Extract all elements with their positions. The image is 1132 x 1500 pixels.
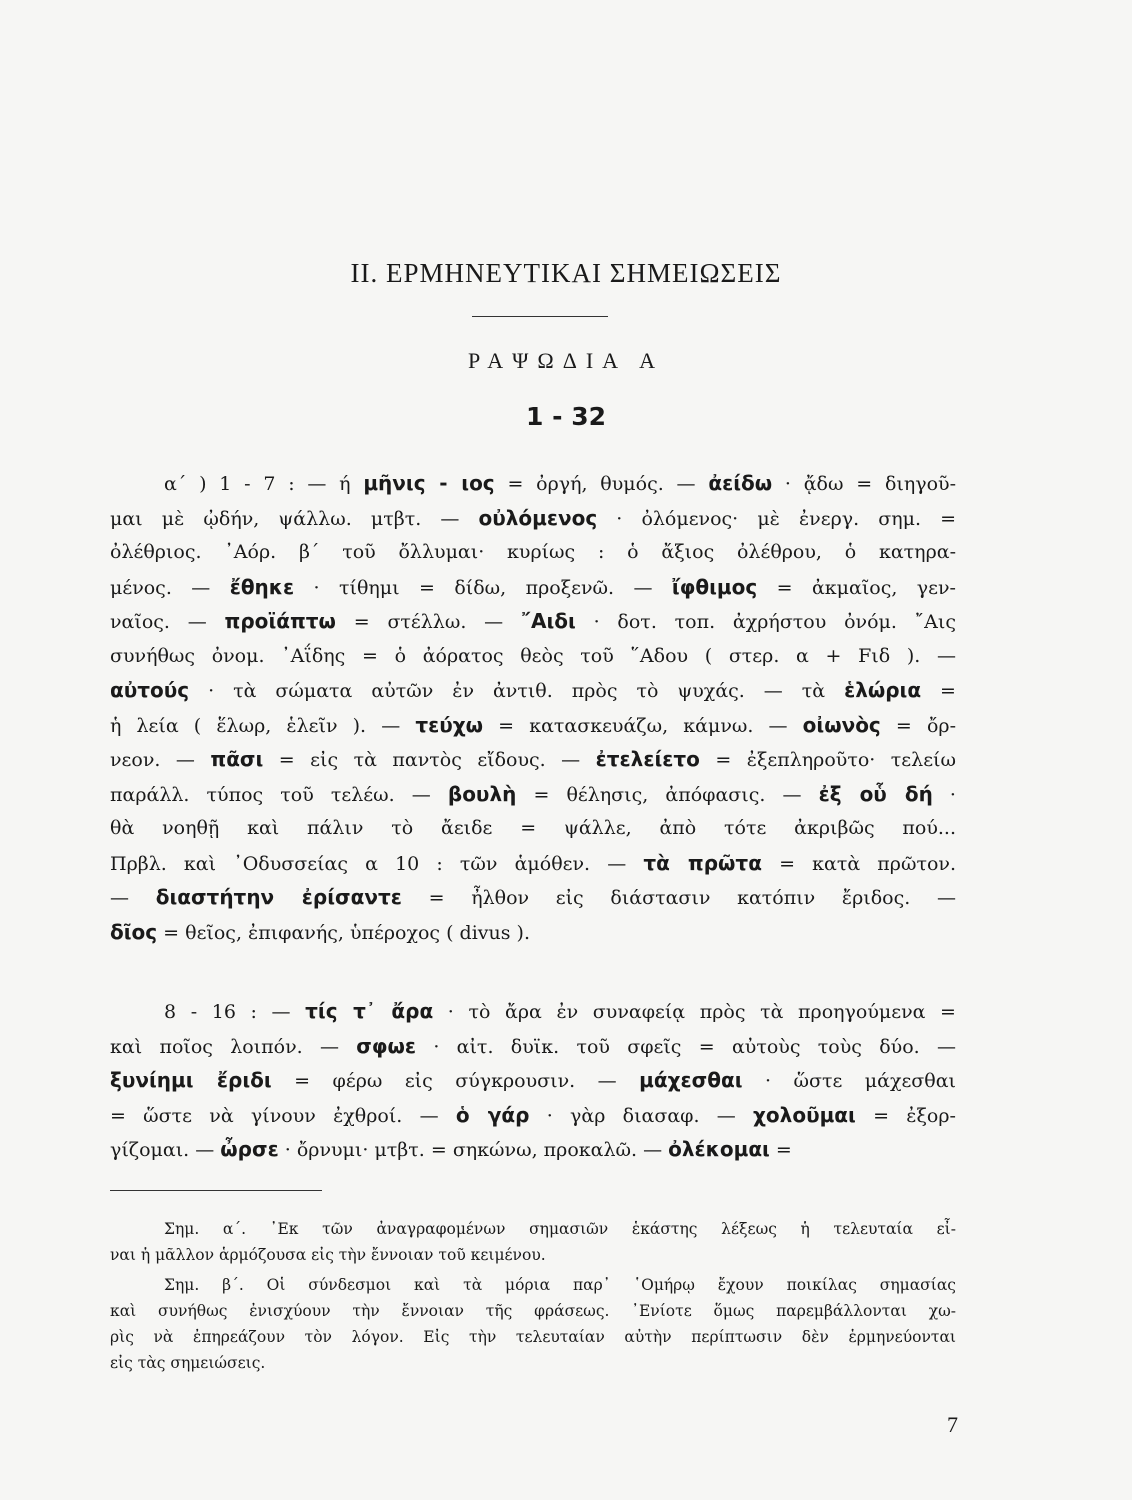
- lemma-term: ἐξ οὗ δή: [818, 781, 933, 806]
- text-line: [110, 1098, 956, 1132]
- gloss-text: = ὄρ-: [880, 714, 956, 737]
- lemma-term: ἑλώρια: [844, 678, 922, 702]
- footnote-line: ναι ἡ μᾶλλον ἁρμόζουσα εἰς τὴν ἔννοιαν τοῦ κειμένου.: [110, 1246, 546, 1264]
- lemma-term: προϊάπτω: [224, 609, 336, 633]
- gloss-text: θὰ νοηθῇ καὶ πάλιν τὸ ἄειδε = ψάλλε, ἀπὸ τότε ἀκριβῶς πού...: [110, 817, 956, 839]
- footnote-line: καὶ συνήθως ἐνισχύουν τὴν ἔννοιαν τῆς φράσεως. ᾿Ενίοτε ὅμως παρεμβάλλονται χω-: [110, 1302, 956, 1320]
- gloss-text: παράλλ. τύπος τοῦ τελέω. —: [110, 783, 448, 806]
- gloss-text: · αἰτ. δυϊκ. τοῦ σφεῖς = αὐτοὺς τοὺς δύο. —: [416, 1035, 956, 1058]
- text-line: [110, 846, 956, 880]
- gloss-text: = θεῖος, ἐπιφανής, ὑπέροχος ( divus ).: [157, 921, 530, 944]
- lemma-term: τὰ πρῶτα: [643, 850, 762, 875]
- gloss-text: =: [769, 1139, 792, 1161]
- gloss-text: = στέλλω. —: [335, 611, 521, 633]
- lemma-term: χολοῦμαι: [753, 1102, 856, 1127]
- lemma-term: ξυνίημι ἔριδι: [110, 1068, 272, 1092]
- lemma-term: μάχεσθαι: [639, 1068, 743, 1092]
- footnote-rule: [110, 1190, 322, 1191]
- lemma-term: ὦρσε: [220, 1137, 279, 1161]
- gloss-text: μαι μὲ ᾠδήν, ψάλλω. μτβτ. —: [110, 507, 479, 530]
- gloss-text: = ὥστε νὰ γίνουν ἐχθροί. —: [110, 1104, 456, 1127]
- text-line: [110, 501, 956, 535]
- text-line: [110, 673, 956, 707]
- gloss-text: μένος. —: [110, 576, 230, 599]
- gloss-text: συνήθως ὀνομ. ᾿Αΐδης = ὁ ἀόρατος θεὸς τοῦ ῞Αδου ( στερ. α + Fιδ ). —: [110, 644, 956, 667]
- page-number: 7: [947, 1412, 958, 1437]
- gloss-text: = εἰς τὰ παντὸς εἴδους. —: [263, 749, 596, 771]
- text-line: [110, 880, 956, 914]
- lemma-term: ἴφθιμος: [671, 574, 758, 599]
- lemma-term: ἀείδω: [708, 471, 773, 495]
- rhapsody-heading: ΡΑΨΩΔΙΑ Α: [467, 348, 665, 373]
- gloss-text: = ἦλθον εἰς διάστασιν κατόπιν ἔριδος. —: [401, 887, 956, 909]
- text-line: [110, 994, 956, 1028]
- gloss-text: = κατασκευάζω, κάμνω. —: [483, 714, 803, 737]
- text-line: [110, 466, 956, 500]
- gloss-text: = φέρω εἰς σύγκρουσιν. —: [271, 1070, 640, 1092]
- text-line: [110, 1063, 956, 1097]
- text-line: [110, 639, 956, 673]
- gloss-text: = κατὰ πρῶτον.: [761, 852, 957, 875]
- verse-range-heading: 1 - 32: [526, 402, 606, 431]
- text-line: [110, 570, 956, 604]
- text-line: [110, 811, 956, 845]
- text-line: [110, 708, 956, 742]
- lemma-term: τεύχω: [415, 712, 484, 737]
- lemma-term: μῆνις - ιος: [363, 471, 495, 495]
- footnote-line: εἰς τὰς σημειώσεις.: [110, 1354, 266, 1372]
- lemma-term: ὀλέκομαι: [668, 1137, 770, 1161]
- gloss-text: = θέλησις, ἀπόφασις. —: [516, 783, 819, 806]
- lemma-term: ἐτελείετο: [595, 747, 700, 771]
- lemma-term: δῖος: [110, 919, 158, 944]
- gloss-text: —: [110, 887, 156, 909]
- lemma-term: αὐτούς: [110, 678, 190, 702]
- lemma-term: διαστήτην ἐρίσαντε: [155, 885, 402, 909]
- gloss-text: · γὰρ διασαφ. —: [529, 1104, 754, 1127]
- lemma-term: σφωε: [356, 1033, 417, 1058]
- text-line: [110, 604, 956, 638]
- gloss-text: = ἐξορ-: [855, 1104, 956, 1127]
- text-line: [110, 535, 956, 569]
- title-rule: [472, 316, 608, 317]
- footnote-line: ρὶς νὰ ἐπηρεάζουν τὸν λόγον. Εἰς τὴν τελευταίαν αὐτὴν περίπτωσιν δὲν ἑρμηνεύονται: [110, 1328, 956, 1346]
- gloss-text: = ἐξεπληροῦτο· τελείω: [699, 749, 956, 771]
- text-line: [110, 742, 956, 776]
- lemma-term: ἔθηκε: [229, 574, 295, 599]
- gloss-text: · τὰ σώματα αὐτῶν ἐν ἀντιθ. πρὸς τὸ ψυχάς. — τὰ: [189, 680, 845, 702]
- gloss-text: · ὀλόμενος· μὲ ἐνεργ. σημ. =: [597, 507, 957, 530]
- gloss-text: · ὄρνυμι· μτβτ. = σηκώνω, προκαλῶ. —: [278, 1139, 669, 1161]
- footnote-line: Σημ. β΄. Οἱ σύνδεσμοι καὶ τὰ μόρια παρ᾿ ῾Ομήρῳ ἔχουν ποικίλας σημασίας: [164, 1276, 956, 1294]
- gloss-text: · τίθημι = δίδω, προξενῶ. —: [294, 576, 672, 599]
- text-line: [110, 1132, 956, 1166]
- gloss-text: καὶ ποῖος λοιπόν. —: [110, 1035, 357, 1058]
- lemma-term: οἰωνὸς: [802, 712, 881, 737]
- gloss-text: · ᾄδω = διηγοῦ-: [772, 473, 956, 495]
- gloss-text: νεον. —: [110, 749, 211, 771]
- lemma-term: πᾶσι: [210, 747, 264, 771]
- gloss-text: α΄ ) 1 - 7 : — ή: [164, 473, 364, 495]
- text-line: [110, 777, 956, 811]
- lemma-term: ὁ γάρ: [455, 1102, 530, 1127]
- lemma-term: ῎Αιδι: [520, 609, 576, 633]
- footnote-line: Σημ. α΄. ᾿Εκ τῶν ἀναγραφομένων σημασιῶν ἑκάστης λέξεως ἡ τελευταία εἶ-: [164, 1220, 956, 1238]
- gloss-text: γίζομαι. —: [110, 1139, 221, 1161]
- gloss-text: = ἀκμαῖος, γεν-: [757, 576, 956, 599]
- gloss-text: · δοτ. τοπ. ἀχρήστου ὀνόμ. ῎Αις: [575, 611, 956, 633]
- gloss-text: =: [921, 680, 956, 702]
- gloss-text: ἡ λεία ( ἕλωρ, ἑλεῖν ). —: [110, 714, 416, 737]
- lemma-term: οὐλόμενος: [478, 505, 598, 530]
- lemma-term: βουλὴ: [447, 781, 517, 806]
- gloss-text: · τὸ ἄρα ἐν συναφείᾳ πρὸς τὰ προηγούμενα =: [433, 1001, 956, 1023]
- gloss-text: · ὥστε μάχεσθαι: [742, 1070, 957, 1092]
- section-title: ΙΙ. ΕΡΜΗΝΕΥΤΙΚΑΙ ΣΗΜΕΙΩΣΕΙΣ: [350, 258, 782, 288]
- gloss-text: ὀλέθριος. ᾿Αόρ. β΄ τοῦ ὄλλυμαι· κυρίως : ὁ ἄξιος ὀλέθρου, ὁ κατηρα-: [110, 541, 956, 563]
- gloss-text: 8 - 16 : —: [164, 1001, 306, 1023]
- gloss-text: Πρβλ. καὶ ᾿Οδυσσείας α 10 : τῶν ἁμόθεν. —: [110, 852, 644, 875]
- lemma-term: τίς τ᾿ ἄρα: [305, 999, 434, 1023]
- gloss-text: = ὀργή, θυμός. —: [494, 473, 709, 495]
- text-line: [110, 915, 956, 949]
- gloss-text: ναῖος. —: [110, 611, 225, 633]
- text-line: [110, 1029, 956, 1063]
- gloss-text: ·: [932, 783, 956, 806]
